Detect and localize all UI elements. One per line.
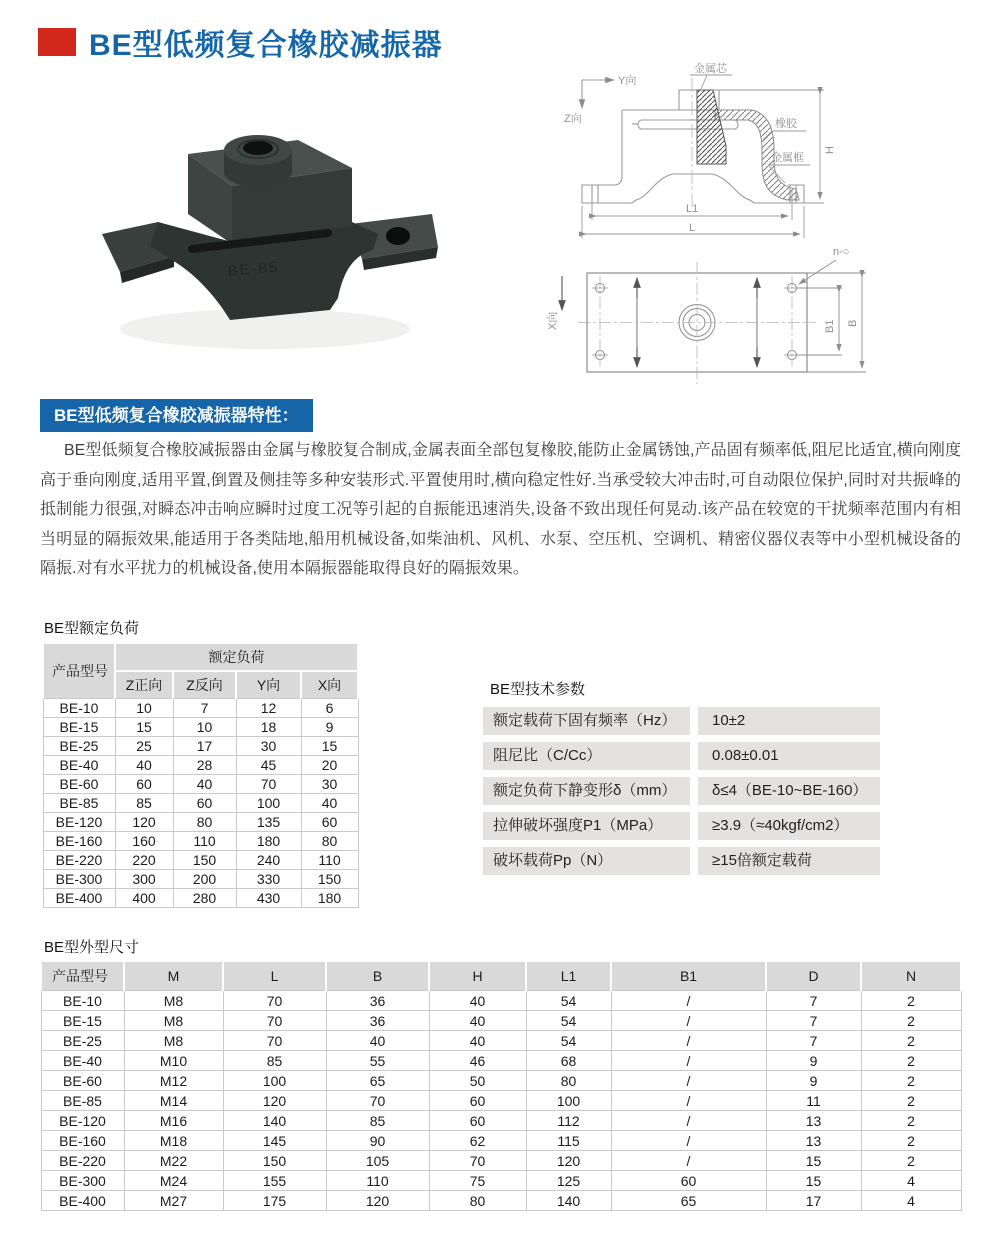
- dim-value-cell: 40: [429, 1011, 526, 1031]
- dim-value-cell: M16: [124, 1111, 223, 1131]
- top-view-drawing: [540, 238, 996, 398]
- dim-header-cell: B1: [611, 961, 766, 991]
- dim-l-label: L: [689, 222, 696, 234]
- tech-param-label: 破坏载荷Pp（N）: [483, 847, 690, 875]
- tech-param-row: [483, 742, 880, 770]
- load-value-cell: 40: [173, 775, 236, 794]
- dim-value-cell: 100: [526, 1091, 611, 1111]
- dim-value-cell: /: [611, 1011, 766, 1031]
- dim-value-cell: 9: [766, 1071, 861, 1091]
- load-table-row: [43, 832, 358, 851]
- dim-value-cell: 54: [526, 991, 611, 1011]
- dim-value-cell: 4: [861, 1191, 961, 1211]
- dim-value-cell: 105: [326, 1151, 429, 1171]
- tech-param-label: 额定负荷下静变形δ（mm）: [483, 777, 690, 805]
- dim-value-cell: 9: [766, 1051, 861, 1071]
- dim-value-cell: 70: [429, 1151, 526, 1171]
- dim-l1-label: L1: [686, 203, 699, 215]
- model-cell: BE-25: [43, 737, 115, 756]
- dim-header-row: [41, 961, 961, 991]
- dim-value-cell: M14: [124, 1091, 223, 1111]
- dim-value-cell: 15: [766, 1171, 861, 1191]
- model-cell: BE-220: [41, 1151, 124, 1171]
- dim-value-cell: 2: [861, 1131, 961, 1151]
- load-value-cell: 12: [236, 699, 301, 718]
- load-value-cell: 40: [301, 794, 358, 813]
- tech-param-value: δ≤4（BE-10~BE-160）: [698, 777, 880, 805]
- dim-value-cell: 2: [861, 991, 961, 1011]
- load-value-cell: 10: [173, 718, 236, 737]
- dim-table-row: [41, 1051, 961, 1071]
- dim-value-cell: M18: [124, 1131, 223, 1151]
- dim-table-row: [41, 1151, 961, 1171]
- load-value-cell: 150: [173, 851, 236, 870]
- dim-value-cell: /: [611, 1111, 766, 1131]
- load-value-cell: 100: [236, 794, 301, 813]
- load-value-cell: 150: [301, 870, 358, 889]
- dim-value-cell: /: [611, 1151, 766, 1171]
- model-cell: BE-15: [43, 718, 115, 737]
- load-value-cell: 220: [115, 851, 173, 870]
- load-subheader: Z反向: [173, 671, 236, 699]
- load-value-cell: 15: [115, 718, 173, 737]
- dim-value-cell: M10: [124, 1051, 223, 1071]
- features-heading: BE型低频复合橡胶减振器特性：: [40, 399, 313, 432]
- model-cell: BE-40: [43, 756, 115, 775]
- load-value-cell: 85: [115, 794, 173, 813]
- dim-value-cell: 4: [861, 1171, 961, 1191]
- x-axis-label: X向: [547, 311, 559, 330]
- z-axis-label: Z向: [564, 113, 582, 125]
- dim-value-cell: 125: [526, 1171, 611, 1191]
- load-table-body: [43, 699, 358, 908]
- load-table-row: [43, 813, 358, 832]
- dim-b-label: B: [847, 319, 859, 327]
- load-header-row: [43, 643, 358, 671]
- dim-value-cell: 70: [223, 991, 326, 1011]
- load-table-row: [43, 870, 358, 889]
- dim-value-cell: 40: [429, 991, 526, 1011]
- dim-value-cell: 120: [526, 1151, 611, 1171]
- dim-table-row: [41, 1191, 961, 1211]
- model-cell: BE-160: [43, 832, 115, 851]
- model-cell: BE-120: [43, 813, 115, 832]
- model-cell: BE-10: [43, 699, 115, 718]
- dim-value-cell: 7: [766, 1031, 861, 1051]
- load-value-cell: 25: [115, 737, 173, 756]
- load-value-cell: 17: [173, 737, 236, 756]
- tech-param-label: 阻尼比（C/Cc）: [483, 742, 690, 770]
- dim-table-body: [41, 991, 961, 1211]
- dim-value-cell: 150: [223, 1151, 326, 1171]
- dim-value-cell: 112: [526, 1111, 611, 1131]
- model-cell: BE-220: [43, 851, 115, 870]
- load-table-row: [43, 756, 358, 775]
- load-table-row: [43, 718, 358, 737]
- dim-table-row: [41, 1031, 961, 1051]
- load-table-row: [43, 851, 358, 870]
- load-table-title: BE型额定负荷: [44, 620, 140, 637]
- load-value-cell: 60: [301, 813, 358, 832]
- tech-param-label: 额定载荷下固有频率（Hz）: [483, 707, 690, 735]
- dim-value-cell: 2: [861, 1151, 961, 1171]
- dim-header-cell: M: [124, 961, 223, 991]
- dim-value-cell: 2: [861, 1011, 961, 1031]
- dim-value-cell: 7: [766, 1011, 861, 1031]
- load-value-cell: 200: [173, 870, 236, 889]
- dim-value-cell: 65: [611, 1191, 766, 1211]
- tech-param-label: 拉伸破坏强度P1（MPa）: [483, 812, 690, 840]
- load-value-cell: 20: [301, 756, 358, 775]
- dim-value-cell: 60: [429, 1091, 526, 1111]
- model-cell: BE-160: [41, 1131, 124, 1151]
- load-value-cell: 160: [115, 832, 173, 851]
- dim-header-cell: H: [429, 961, 526, 991]
- dim-value-cell: M12: [124, 1071, 223, 1091]
- load-value-cell: 30: [236, 737, 301, 756]
- dim-value-cell: 40: [326, 1031, 429, 1051]
- dim-header-cell: N: [861, 961, 961, 991]
- load-value-cell: 70: [236, 775, 301, 794]
- model-cell: BE-60: [41, 1071, 124, 1091]
- dim-value-cell: 54: [526, 1011, 611, 1031]
- load-value-cell: 300: [115, 870, 173, 889]
- dim-value-cell: 70: [223, 1011, 326, 1031]
- load-value-cell: 180: [236, 832, 301, 851]
- tech-param-row: [483, 707, 880, 735]
- dim-value-cell: 85: [326, 1111, 429, 1131]
- section-drawing: [552, 58, 1000, 246]
- dim-value-cell: 13: [766, 1131, 861, 1151]
- features-paragraph: BE型低频复合橡胶减振器由金属与橡胶复合制成,金属表面全部包复橡胶,能防止金属锈蚀,产品固有频率低,阻尼比适宜,横向刚度高于垂向刚度,适用平置,倒置及侧挂等多种安装形式.平置使用时,横向稳定性好.当承受较大冲击时,可自动限位保护,同时对共振峰的抵制能力很强,对瞬态冲击响应瞬时过度工况等引起的自振能迅速消失,设备不致出现任何晃动.该产品在较宽的干扰频率范围内有相当明显的隔振效果,能适用于各类陆地,船用机械设备,如柴油机、风机、水泵、空压机、空调机、精密仪器仪表等中小型机械设备的隔振.对有水平扰力的机械设备,使用本隔振器能取得良好的隔振效果。: [40, 442, 961, 577]
- model-cell: BE-85: [43, 794, 115, 813]
- load-value-cell: 9: [301, 718, 358, 737]
- dim-value-cell: 40: [429, 1031, 526, 1051]
- load-subheader: X向: [301, 671, 358, 699]
- dim-value-cell: 54: [526, 1031, 611, 1051]
- tech-param-value: 10±2: [698, 707, 880, 735]
- dim-table-row: [41, 1111, 961, 1131]
- dim-header-cell: 产品型号: [41, 961, 124, 991]
- dim-value-cell: 13: [766, 1111, 861, 1131]
- load-table: [42, 642, 359, 908]
- dim-value-cell: 36: [326, 991, 429, 1011]
- dim-value-cell: 60: [429, 1111, 526, 1131]
- load-value-cell: 330: [236, 870, 301, 889]
- load-value-cell: 240: [236, 851, 301, 870]
- model-cell: BE-60: [43, 775, 115, 794]
- load-value-cell: 135: [236, 813, 301, 832]
- load-value-cell: 110: [173, 832, 236, 851]
- load-col-model-header: 产品型号: [43, 643, 115, 699]
- load-value-cell: 110: [301, 851, 358, 870]
- tech-params-list: [483, 707, 880, 882]
- load-value-cell: 18: [236, 718, 301, 737]
- dim-value-cell: M8: [124, 1011, 223, 1031]
- load-value-cell: 60: [115, 775, 173, 794]
- dim-table-row: [41, 1171, 961, 1191]
- dim-value-cell: 120: [223, 1091, 326, 1111]
- dim-value-cell: 2: [861, 1031, 961, 1051]
- dim-value-cell: /: [611, 1031, 766, 1051]
- tech-param-value: ≥3.9（≈40kgf/cm2）: [698, 812, 880, 840]
- tech-param-value: 0.08±0.01: [698, 742, 880, 770]
- dim-value-cell: M8: [124, 991, 223, 1011]
- tech-param-row: [483, 847, 880, 875]
- dim-value-cell: 11: [766, 1091, 861, 1111]
- dim-value-cell: 90: [326, 1131, 429, 1151]
- dim-value-cell: 68: [526, 1051, 611, 1071]
- load-value-cell: 280: [173, 889, 236, 908]
- dim-value-cell: 15: [766, 1151, 861, 1171]
- load-value-cell: 30: [301, 775, 358, 794]
- metal-frame-label: 金属框: [771, 152, 804, 164]
- dim-value-cell: 110: [326, 1171, 429, 1191]
- metal-core-label: 金属芯: [694, 63, 727, 75]
- load-value-cell: 60: [173, 794, 236, 813]
- load-value-cell: 120: [115, 813, 173, 832]
- load-value-cell: 80: [301, 832, 358, 851]
- model-cell: BE-300: [41, 1171, 124, 1191]
- dim-table-row: [41, 1071, 961, 1091]
- tech-param-value: ≥15倍额定载荷: [698, 847, 880, 875]
- load-subheader: Z正向: [115, 671, 173, 699]
- load-value-cell: 45: [236, 756, 301, 775]
- dim-b1-label: B1: [824, 319, 836, 333]
- dim-value-cell: 2: [861, 1071, 961, 1091]
- model-cell: BE-400: [41, 1191, 124, 1211]
- load-value-cell: 28: [173, 756, 236, 775]
- rubber-label: 橡胶: [775, 118, 797, 130]
- dim-value-cell: 175: [223, 1191, 326, 1211]
- model-cell: BE-10: [41, 991, 124, 1011]
- dim-header-cell: D: [766, 961, 861, 991]
- model-cell: BE-15: [41, 1011, 124, 1031]
- load-subheader: Y向: [236, 671, 301, 699]
- photo-marking: BE-85: [226, 258, 280, 280]
- dim-value-cell: 2: [861, 1111, 961, 1131]
- dim-value-cell: 62: [429, 1131, 526, 1151]
- load-value-cell: 7: [173, 699, 236, 718]
- dim-value-cell: 100: [223, 1071, 326, 1091]
- model-cell: BE-40: [41, 1051, 124, 1071]
- dim-table-row: [41, 1131, 961, 1151]
- load-value-cell: 400: [115, 889, 173, 908]
- tech-param-row: [483, 812, 880, 840]
- dim-value-cell: 50: [429, 1071, 526, 1091]
- load-value-cell: 80: [173, 813, 236, 832]
- dim-value-cell: 60: [611, 1171, 766, 1191]
- dim-value-cell: 55: [326, 1051, 429, 1071]
- dim-value-cell: 65: [326, 1071, 429, 1091]
- load-table-row: [43, 794, 358, 813]
- load-value-cell: 180: [301, 889, 358, 908]
- dim-value-cell: 70: [223, 1031, 326, 1051]
- dim-table-row: [41, 1091, 961, 1111]
- y-axis-label: Y向: [618, 75, 637, 87]
- load-table-row: [43, 775, 358, 794]
- dim-value-cell: /: [611, 1051, 766, 1071]
- dim-table-row: [41, 1011, 961, 1031]
- dim-value-cell: 36: [326, 1011, 429, 1031]
- page-header: [38, 20, 443, 64]
- load-group-header: 额定负荷: [115, 643, 358, 671]
- model-cell: BE-120: [41, 1111, 124, 1131]
- dim-value-cell: 140: [223, 1111, 326, 1131]
- dim-value-cell: /: [611, 1071, 766, 1091]
- dim-header-cell: L: [223, 961, 326, 991]
- dim-value-cell: /: [611, 1091, 766, 1111]
- dim-value-cell: 46: [429, 1051, 526, 1071]
- dim-value-cell: 7: [766, 991, 861, 1011]
- dim-header-cell: B: [326, 961, 429, 991]
- product-photo: [80, 86, 460, 386]
- dim-value-cell: 145: [223, 1131, 326, 1151]
- dim-table: [40, 960, 962, 1211]
- title-bullet-icon: [38, 28, 76, 56]
- model-cell: BE-25: [41, 1031, 124, 1051]
- dim-value-cell: 80: [429, 1191, 526, 1211]
- dim-value-cell: 80: [526, 1071, 611, 1091]
- load-table-row: [43, 737, 358, 756]
- dim-value-cell: 17: [766, 1191, 861, 1211]
- load-value-cell: 430: [236, 889, 301, 908]
- dim-value-cell: M22: [124, 1151, 223, 1171]
- load-value-cell: 6: [301, 699, 358, 718]
- dim-value-cell: 155: [223, 1171, 326, 1191]
- dim-value-cell: 85: [223, 1051, 326, 1071]
- dim-value-cell: M8: [124, 1031, 223, 1051]
- page-title: BE型低频复合橡胶减振器: [89, 29, 443, 62]
- tech-params-title: BE型技术参数: [490, 681, 586, 698]
- model-cell: BE-300: [43, 870, 115, 889]
- dim-value-cell: 115: [526, 1131, 611, 1151]
- tech-param-row: [483, 777, 880, 805]
- model-cell: BE-400: [43, 889, 115, 908]
- dim-table-title: BE型外型尺寸: [44, 939, 140, 956]
- load-table-row: [43, 699, 358, 718]
- model-cell: BE-85: [41, 1091, 124, 1111]
- dim-value-cell: M27: [124, 1191, 223, 1211]
- dim-value-cell: 2: [861, 1091, 961, 1111]
- dim-value-cell: 140: [526, 1191, 611, 1211]
- load-value-cell: 15: [301, 737, 358, 756]
- dim-value-cell: 2: [861, 1051, 961, 1071]
- dim-table-row: [41, 991, 961, 1011]
- dim-value-cell: 75: [429, 1171, 526, 1191]
- dim-value-cell: 70: [326, 1091, 429, 1111]
- hole-callout-label: n-○: [833, 246, 850, 258]
- load-value-cell: 40: [115, 756, 173, 775]
- dim-header-cell: L1: [526, 961, 611, 991]
- dim-value-cell: 120: [326, 1191, 429, 1211]
- dim-value-cell: /: [611, 991, 766, 1011]
- dim-h-label: H: [824, 146, 836, 154]
- load-table-row: [43, 889, 358, 908]
- dim-value-cell: /: [611, 1131, 766, 1151]
- dim-value-cell: M24: [124, 1171, 223, 1191]
- load-value-cell: 10: [115, 699, 173, 718]
